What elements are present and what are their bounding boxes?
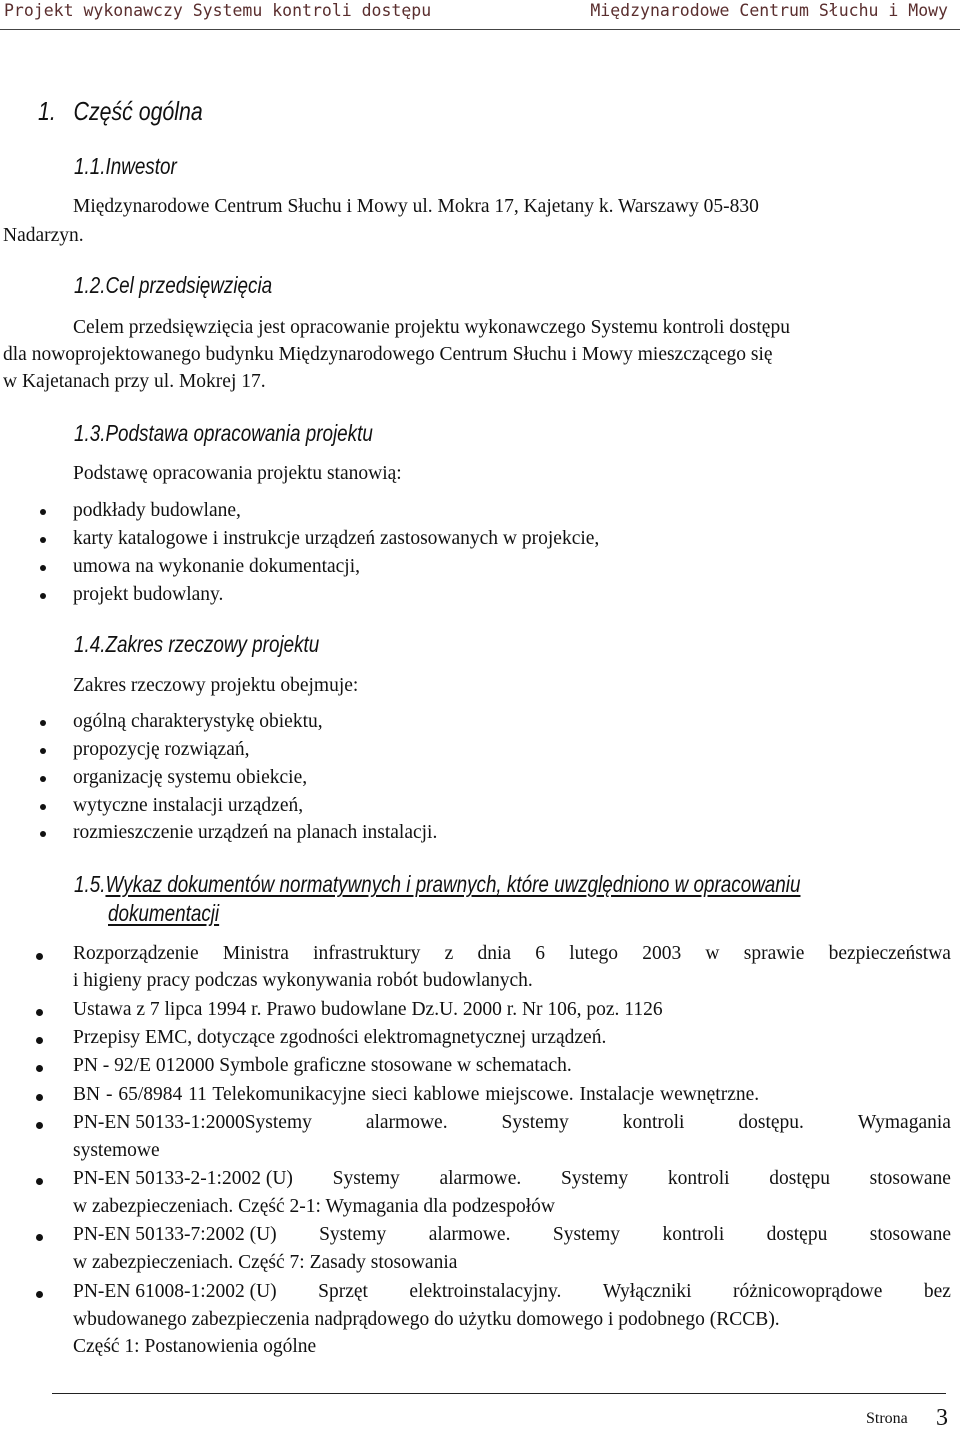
norm-item-7-line-2: w zabezpieczeniach. Część 2-1: Wymagania dla podzespołów — [73, 1196, 555, 1217]
norm-item-1-line-2: i higieny pracy podczas wykonywania robót budowlanych. — [73, 970, 533, 991]
section-1-5-heading — [74, 871, 800, 898]
footer-page-number: 3 — [936, 1405, 948, 1431]
bullet-icon — [40, 537, 46, 543]
header-client-name: Międzynarodowe Centrum Słuchu i Mowy — [590, 1, 948, 20]
word: alarmowe. — [365, 1112, 448, 1133]
section-1-3-number: 1.3. — [74, 420, 106, 446]
bullet-icon — [40, 593, 46, 599]
investor-line-2: Nadarzyn. — [3, 225, 84, 246]
word: Systemy — [501, 1112, 569, 1133]
header-project-title: Projekt wykonawczy Systemu kontroli dostępu — [4, 1, 432, 20]
word: bezpieczeństwa — [828, 943, 951, 964]
word: kontroli — [667, 1168, 730, 1189]
word: dostępu. — [738, 1112, 804, 1133]
section-1-1-number: 1.1. — [74, 153, 106, 179]
word: Rozporządzenie — [73, 943, 199, 964]
norm-item-5: BN - 65/8984 11 Telekomunikacyjne sieci kablowe miejscowe. Instalacje wewnętrzne. — [73, 1084, 760, 1105]
word: alarmowe. — [439, 1168, 522, 1189]
norm-item-9-line-1 — [73, 1281, 951, 1303]
word: kontroli — [622, 1112, 685, 1133]
word: Systemy — [319, 1224, 387, 1245]
goal-line-2: dla nowoprojektowanego budynku Międzynarodowego Centrum Słuchu i Mowy mieszczącego się — [3, 344, 773, 365]
norm-item-8-line-1 — [73, 1224, 951, 1246]
section-1-5-title-cont — [108, 900, 219, 927]
bullet-icon — [36, 1094, 43, 1101]
word: Ministra — [222, 943, 289, 964]
word: sprawie — [743, 943, 805, 964]
word: alarmowe. — [428, 1224, 511, 1245]
bullet-icon — [40, 804, 46, 810]
section-1-heading — [38, 96, 203, 127]
word: Wymagania — [857, 1112, 951, 1133]
norm-item-4: PN - 92/E 012000 Symbole graficzne stosowane w schematach. — [73, 1055, 572, 1076]
section-1-3-heading — [74, 420, 373, 447]
word: PN-EN 50133-7:2002 (U) — [73, 1224, 277, 1245]
norm-item-9-line-3: Część 1: Postanowienia ogólne — [73, 1336, 317, 1357]
word: Systemy — [552, 1224, 621, 1245]
word: PN-EN 61008-1:2002 (U) — [73, 1281, 277, 1302]
basis-item: umowa na wykonanie dokumentacji, — [73, 556, 361, 577]
section-1-2-number: 1.2. — [74, 272, 106, 298]
investor-line-1: Międzynarodowe Centrum Słuchu i Mowy ul. Mokra 17, Kajetany k. Warszawy 05-830 — [73, 196, 759, 217]
norm-item-9-line-2: wbudowanego zabezpieczenia nadprądowego do użytku domowego i podobnego (RCCB). — [73, 1309, 780, 1330]
word: stosowane — [869, 1168, 951, 1189]
section-1-title: Część ogólna — [73, 96, 203, 126]
section-1-1-title: Inwestor — [105, 153, 177, 179]
section-1-5-title-line-2: dokumentacji — [108, 900, 220, 926]
word: w — [705, 943, 720, 964]
basis-item: podkłady budowlane, — [73, 500, 241, 521]
bullet-icon — [36, 1037, 43, 1044]
word: z — [444, 943, 454, 964]
word: różnicowoprądowe — [732, 1281, 883, 1302]
bullet-icon — [36, 953, 43, 960]
section-1-4-heading — [74, 631, 319, 658]
norm-item-8-line-2: w zabezpieczeniach. Część 7: Zasady stosowania — [73, 1252, 458, 1273]
norm-item-1-line-1 — [73, 943, 951, 965]
scope-intro: Zakres rzeczowy projektu obejmuje: — [73, 675, 359, 696]
norm-item-6-line-1 — [73, 1112, 951, 1134]
norm-item-2: Ustawa z 7 lipca 1994 r. Prawo budowlane Dz.U. 2000 r. Nr 106, poz. 1126 — [73, 999, 663, 1020]
basis-item: projekt budowlany. — [73, 584, 224, 605]
word: elektroinstalacyjny. — [409, 1281, 562, 1302]
word: 2003 — [642, 943, 682, 964]
word: Systemy — [332, 1168, 400, 1189]
header-rule — [0, 29, 960, 30]
scope-item: wytyczne instalacji urządzeń, — [73, 795, 304, 816]
scope-item: rozmieszczenie urządzeń na planach instalacji. — [73, 822, 438, 843]
word: Systemy — [560, 1168, 629, 1189]
word: dostępu — [766, 1224, 828, 1245]
section-1-3-title: Podstawa opracowania projektu — [105, 420, 373, 446]
bullet-icon — [36, 1009, 43, 1016]
word: 6 — [535, 943, 546, 964]
norm-item-3: Przepisy EMC, dotyczące zgodności elektromagnetycznej urządzeń. — [73, 1027, 607, 1048]
word: bez — [923, 1281, 951, 1302]
bullet-icon — [40, 831, 46, 837]
bullet-icon — [40, 720, 46, 726]
word: lutego — [569, 943, 618, 964]
norm-item-7-line-1 — [73, 1168, 951, 1190]
footer-rule — [52, 1393, 946, 1394]
bullet-icon — [40, 565, 46, 571]
word: Sprzęt — [318, 1281, 368, 1302]
section-1-number: 1. — [38, 96, 56, 126]
bullet-icon — [36, 1291, 43, 1298]
goal-line-3: w Kajetanach przy ul. Mokrej 17. — [3, 371, 266, 392]
section-1-1-heading — [74, 153, 177, 180]
scope-item: propozycję rozwiązań, — [73, 739, 250, 760]
bullet-icon — [36, 1234, 43, 1241]
word: PN-EN 50133-1:2000Systemy — [73, 1112, 312, 1133]
bullet-icon — [36, 1122, 43, 1129]
bullet-icon — [40, 509, 46, 515]
section-1-2-title: Cel przedsięwzięcia — [105, 272, 273, 298]
section-1-4-title: Zakres rzeczowy projektu — [105, 631, 320, 657]
word: infrastruktury — [313, 943, 421, 964]
bullet-icon — [36, 1065, 43, 1072]
footer-page-label: Strona — [866, 1410, 908, 1427]
section-1-2-heading — [74, 272, 272, 299]
bullet-icon — [40, 748, 46, 754]
section-1-4-number: 1.4. — [74, 631, 106, 657]
word: kontroli — [662, 1224, 725, 1245]
word: dostępu — [769, 1168, 830, 1189]
bullet-icon — [36, 1178, 43, 1185]
bullet-icon — [40, 776, 46, 782]
basis-item: karty katalogowe i instrukcje urządzeń zastosowanych w projekcie, — [73, 528, 600, 549]
section-1-5-title: Wykaz dokumentów normatywnych i prawnych, które uwzględniono w opracowaniu — [105, 871, 801, 897]
basis-intro: Podstawę opracowania projektu stanowią: — [73, 463, 402, 484]
scope-item: organizację systemu obiekcie, — [73, 767, 308, 788]
word: stosowane — [869, 1224, 951, 1245]
word: dnia — [477, 943, 512, 964]
norm-item-6-line-2: systemowe — [73, 1140, 160, 1161]
scope-item: ogólną charakterystykę obiektu, — [73, 711, 323, 732]
word: PN-EN 50133-2-1:2002 (U) — [73, 1168, 293, 1189]
goal-line-1: Celem przedsięwzięcia jest opracowanie projektu wykonawczego Systemu kontroli dostępu — [73, 317, 790, 338]
word: Wyłączniki — [602, 1281, 692, 1302]
section-1-5-number: 1.5. — [74, 871, 106, 897]
